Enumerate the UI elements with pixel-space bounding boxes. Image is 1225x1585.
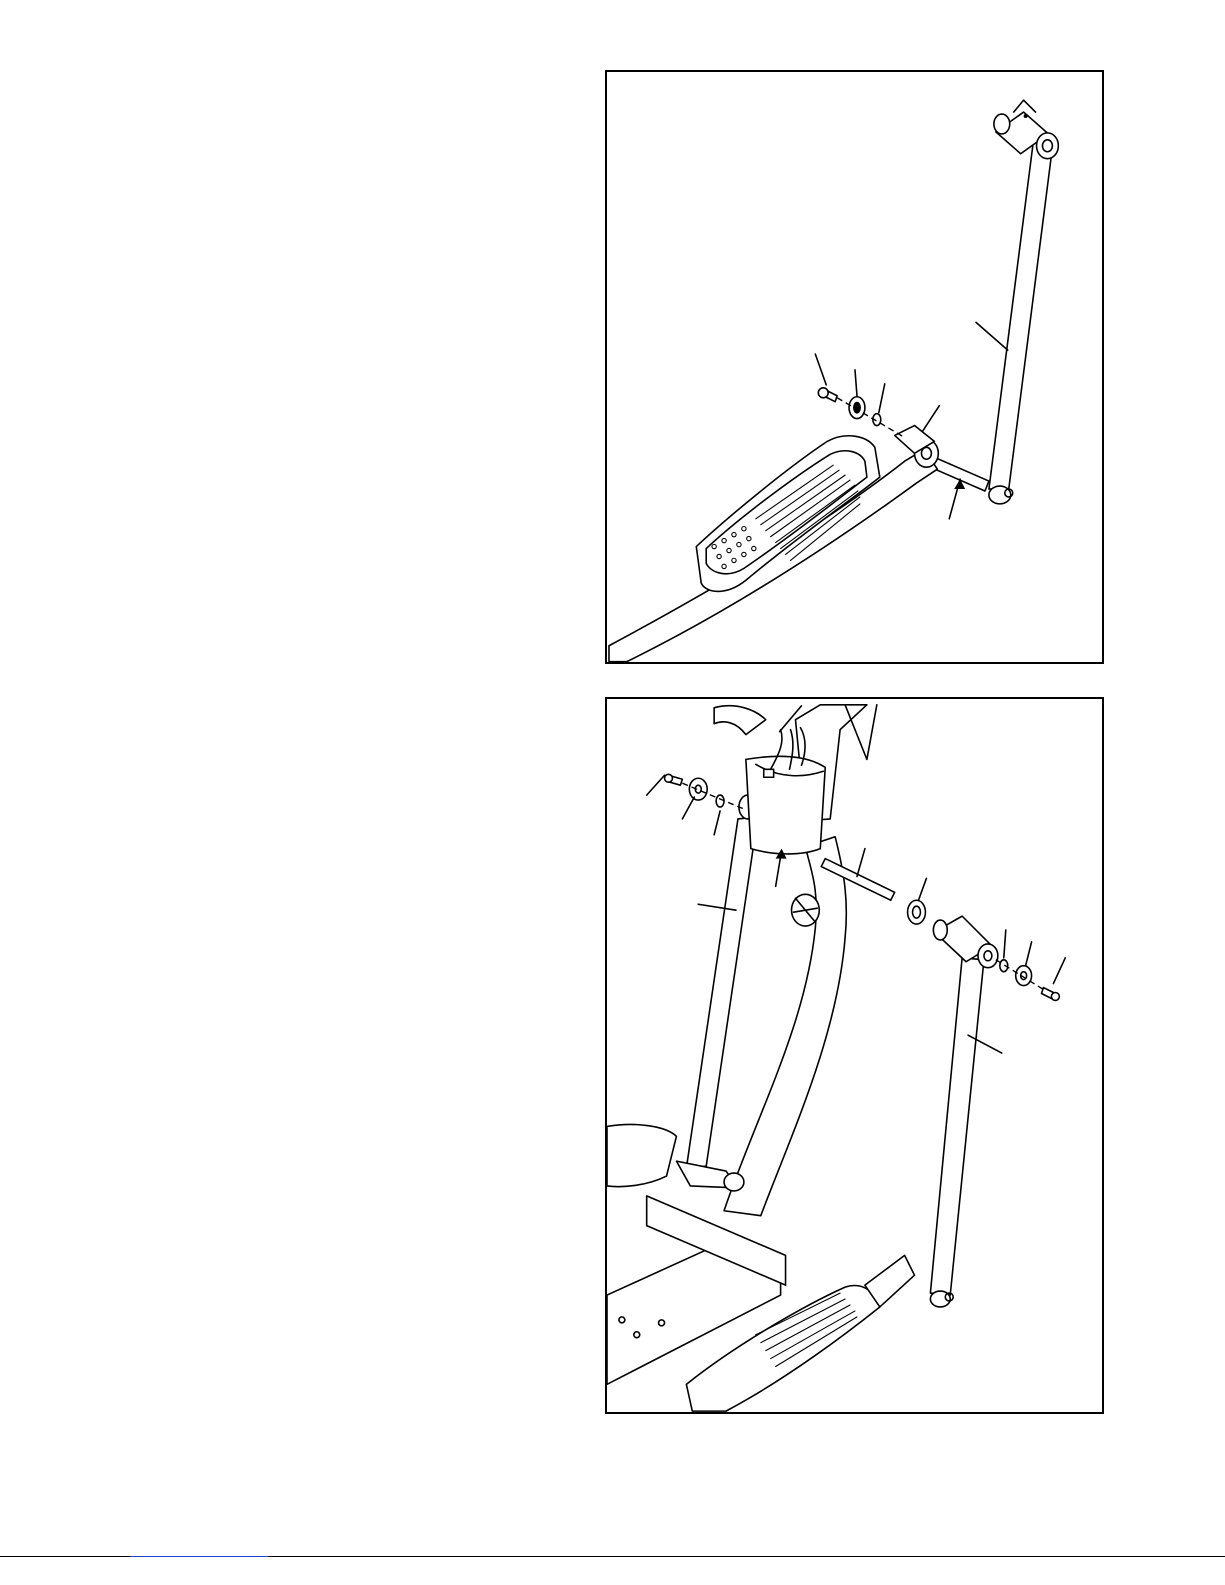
console-bracket (746, 756, 825, 854)
belleville-washer (849, 397, 865, 419)
assembly-diagram-bottom (605, 697, 1104, 1414)
belleville-washer-left (689, 778, 707, 800)
axle-bolt (818, 388, 837, 402)
flat-washer-left (716, 795, 724, 807)
belleville-washer (1016, 966, 1032, 986)
assembly-illustration-bottom (607, 699, 1102, 1412)
axle-bolt-left (665, 774, 683, 785)
assembly-diagram-top (605, 70, 1104, 664)
left-upper-body-arm (676, 795, 757, 1191)
footer-link-underline[interactable] (130, 1556, 268, 1557)
resistance-knob (792, 894, 820, 926)
upper-body-arm (989, 100, 1058, 504)
bushing (908, 900, 926, 924)
right-upper-body-arm (930, 916, 997, 1307)
assembly-illustration-top (607, 72, 1102, 662)
axle-bolt (1041, 988, 1059, 1001)
